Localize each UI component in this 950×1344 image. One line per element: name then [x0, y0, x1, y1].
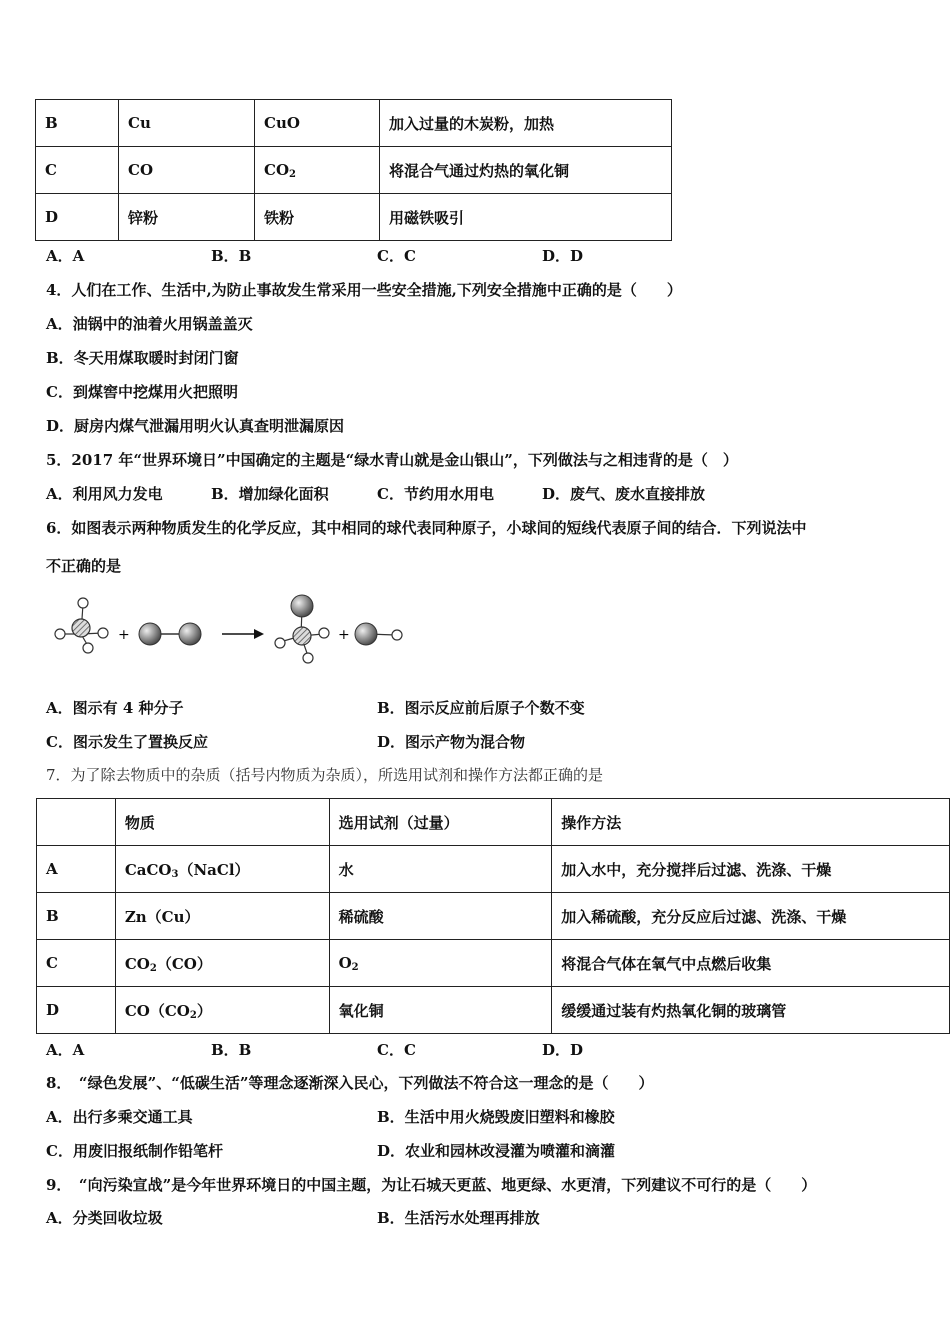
- q6-option-b: B．图示反应前后原子个数不变: [377, 699, 585, 717]
- cell-substance: $CO(CO_2)$: [115, 987, 329, 1034]
- table-row: [37, 893, 950, 940]
- impurity-table-q7: [36, 798, 950, 1034]
- reaction-arrow-icon: [222, 629, 264, 639]
- plus-sign-2: +: [338, 627, 350, 643]
- q8-option-a: A．出行多乘交通工具: [46, 1108, 193, 1126]
- q9-option-b: B．生活污水处理再排放: [377, 1209, 540, 1227]
- q8-option-c: C．用废旧报纸制作铅笔杆: [46, 1142, 223, 1160]
- q4-option-d: D．厨房内煤气泄漏用明火认真查明泄漏原因: [46, 417, 345, 435]
- cell-reagent: 稀硫酸: [329, 893, 552, 940]
- table-header-row: [37, 799, 950, 846]
- cell-key: C: [36, 147, 119, 194]
- q4-option-c: C．到煤窖中挖煤用火把照明: [46, 383, 238, 401]
- cell-reagent: $O_2$: [329, 940, 552, 987]
- plus-sign-1: +: [118, 627, 130, 643]
- q5-option-c: C．节约用水用电: [377, 485, 494, 503]
- cell-method: 加入过量的木炭粉，加热: [380, 100, 672, 147]
- table-row: [36, 147, 672, 194]
- cell-reagent: 水: [329, 846, 552, 893]
- cell-substance: Cu: [119, 100, 255, 147]
- reactant-molecule-2: [139, 623, 201, 645]
- impurity-table-top: [35, 99, 672, 241]
- cell-impurity: CuO: [255, 100, 380, 147]
- cell-method: 缓缓通过装有灼热氧化铜的玻璃管: [552, 987, 950, 1034]
- q3-option-a: A．A: [46, 247, 85, 265]
- table-row: [37, 846, 950, 893]
- q3-option-b: B．B: [211, 247, 252, 265]
- cell-substance: CaCO$_3$（NaCl）: [115, 846, 329, 893]
- cell-substance: Zn（Cu）: [115, 893, 329, 940]
- cell-reagent: 氧化铜: [329, 987, 552, 1034]
- q3-option-c: C．C: [377, 247, 416, 265]
- table-row: [36, 100, 672, 147]
- cell-key: D: [37, 987, 116, 1034]
- q9-option-a: A．分类回收垃圾: [46, 1209, 163, 1227]
- cell-impurity: $CO_2$: [255, 147, 380, 194]
- q6-option-d: D．图示产物为混合物: [377, 733, 526, 751]
- q5-option-b: B．增加绿化面积: [211, 485, 329, 503]
- cell-impurity: 铁粉: [255, 194, 380, 241]
- q8-stem: 8． “绿色发展”、“低碳生活”等理念逐渐深入民心，下列做法不符合这一理念的是（ ）: [46, 1074, 654, 1092]
- table-row: [36, 194, 672, 241]
- q7-option-b: B．B: [211, 1041, 252, 1059]
- q7-option-a: A．A: [46, 1041, 85, 1059]
- cell-key: D: [36, 194, 119, 241]
- table-row: [37, 987, 950, 1034]
- q8-option-b: B．生活中用火烧毁废旧塑料和橡胶: [377, 1108, 615, 1126]
- table-row: [37, 940, 950, 987]
- header-reagent: 选用试剂（过量）: [329, 799, 552, 846]
- q7-option-d: D．D: [542, 1041, 584, 1059]
- reactant-molecule-1: [55, 598, 108, 653]
- reaction-diagram: [40, 590, 420, 670]
- q4-option-b: B．冬天用煤取暖时封闭门窗: [46, 349, 239, 367]
- header-blank: [37, 799, 116, 846]
- q6-stem-line2: 不正确的是: [46, 557, 122, 575]
- header-method: 操作方法: [552, 799, 950, 846]
- q6-option-a: A．图示有 4 种分子: [46, 699, 184, 717]
- q6-stem-line1: 6．如图表示两种物质发生的化学反应，其中相同的球代表同种原子，小球间的短线代表原子间的结合．下列说法中: [46, 519, 807, 537]
- cell-method: 用磁铁吸引: [380, 194, 672, 241]
- q7-stem: 7．为了除去物质中的杂质（括号内物质为杂质），所选用试剂和操作方法都正确的是: [46, 766, 604, 784]
- product-molecule-1: [275, 595, 329, 663]
- q7-option-c: C．C: [377, 1041, 416, 1059]
- cell-method: 加入水中，充分搅拌后过滤、洗涤、干燥: [552, 846, 950, 893]
- q4-option-a: A．油锅中的油着火用锅盖盖灭: [46, 315, 253, 333]
- cell-substance: 锌粉: [119, 194, 255, 241]
- cell-key: A: [37, 846, 116, 893]
- q5-option-a: A．利用风力发电: [46, 485, 163, 503]
- cell-key: B: [37, 893, 116, 940]
- q3-option-d: D．D: [542, 247, 584, 265]
- q8-option-d: D．农业和园林改浸灌为喷灌和滴灌: [377, 1142, 616, 1160]
- header-substance: 物质: [115, 799, 329, 846]
- q6-option-c: C．图示发生了置换反应: [46, 733, 208, 751]
- q9-stem: 9． “向污染宣战”是今年世界环境日的中国主题，为让石城天更蓝、地更绿、水更清，下列建议不可行的是（ ）: [46, 1176, 817, 1194]
- q5-option-d: D．废气、废水直接排放: [542, 485, 706, 503]
- cell-substance: $CO_2(CO)$: [115, 940, 329, 987]
- product-molecule-2: [355, 623, 402, 645]
- cell-method: 加入稀硫酸，充分反应后过滤、洗涤、干燥: [552, 893, 950, 940]
- cell-substance: CO: [119, 147, 255, 194]
- q5-stem: 5．2017 年“世界环境日”中国确定的主题是“绿水青山就是金山银山”，下列做法与之相违背的是（ ）: [46, 451, 738, 469]
- cell-key: B: [36, 100, 119, 147]
- cell-method: 将混合气体在氧气中点燃后收集: [552, 940, 950, 987]
- cell-method: 将混合气通过灼热的氧化铜: [380, 147, 672, 194]
- q4-stem: 4．人们在工作、生活中,为防止事故发生常采用一些安全措施,下列安全措施中正确的是（ ）: [46, 281, 682, 299]
- cell-key: C: [37, 940, 116, 987]
